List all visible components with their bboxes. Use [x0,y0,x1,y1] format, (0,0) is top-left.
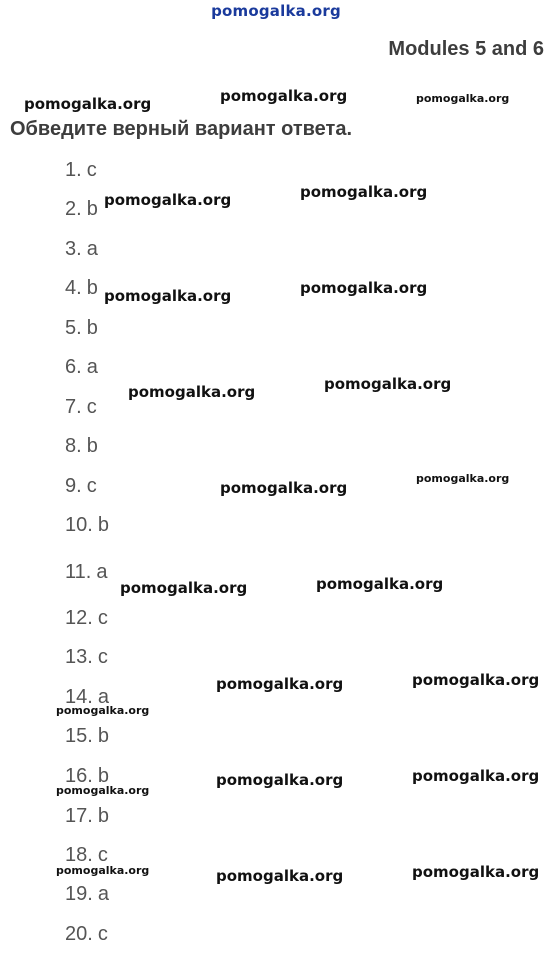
answer-item [65,238,98,261]
answer-number: 12. [65,607,93,629]
answer-number: 4. [65,277,82,299]
answer-number: 1. [65,159,82,181]
answer-letter: b [86,317,98,339]
answer-number: 7. [65,396,82,418]
instruction-heading: Обведите верный вариант ответа. [10,118,353,140]
answer-number: 5. [65,317,82,339]
watermark-text: pomogalka.org [104,191,232,209]
answer-letter: c [97,844,108,866]
answer-number: 9. [65,475,82,497]
answer-number: 20. [65,923,93,945]
watermark-text: pomogalka.org [412,671,540,689]
watermark-text: pomogalka.org [56,784,150,797]
answer-letter: c [86,475,97,497]
answer-number: 8. [65,435,82,457]
watermark-text: pomogalka.org [56,864,150,877]
watermark-text: pomogalka.org [412,863,540,881]
answer-item [65,198,98,221]
answer-number: 17. [65,805,93,827]
answer-number: 3. [65,238,82,260]
answer-item [65,805,109,828]
answer-number: 15. [65,725,93,747]
watermark-text: pomogalka.org [56,704,150,717]
site-watermark-link[interactable]: pomogalka.org [211,2,341,20]
answer-number: 11. [65,561,92,583]
answer-number: 6. [65,356,82,378]
watermark-text: pomogalka.org [104,287,232,305]
watermark-text: pomogalka.org [300,183,428,201]
watermark-text: pomogalka.org [120,579,248,597]
answer-letter: b [97,765,109,787]
answer-letter: c [97,923,108,945]
answer-letter: b [97,725,109,747]
watermark-text: pomogalka.org [216,675,344,693]
answer-item [65,561,107,584]
watermark-text: pomogalka.org [220,479,348,497]
answer-letter: a [97,883,109,905]
answer-letter: c [86,396,97,418]
answer-letter: b [86,198,98,220]
answer-item [65,923,108,946]
answer-item [65,396,97,419]
answer-item [65,277,98,300]
watermark-text: pomogalka.org [216,771,344,789]
answer-letter: c [97,607,108,629]
answer-number: 16. [65,765,93,787]
answer-item [65,356,98,379]
answer-letter: a [86,238,98,260]
watermark-text: pomogalka.org [220,87,348,105]
answer-number: 18. [65,844,93,866]
answer-letter: b [97,514,109,536]
answer-letter: a [86,356,98,378]
answer-item [65,725,109,748]
answer-item [65,646,108,669]
answer-item [65,435,98,458]
answer-number: 10. [65,514,93,536]
answer-item [65,475,97,498]
watermark-text: pomogalka.org [416,472,510,485]
watermark-text: pomogalka.org [316,575,444,593]
page-title: Modules 5 and 6 [388,38,544,60]
answer-letter: b [97,805,109,827]
answer-letter: c [86,159,97,181]
answer-item [65,514,109,537]
watermark-text: pomogalka.org [300,279,428,297]
answer-number: 19. [65,883,93,905]
answer-letter: c [97,646,108,668]
answer-item [65,317,98,340]
watermark-text: pomogalka.org [24,95,152,113]
answer-letter: a [96,561,108,583]
answer-item [65,159,97,182]
watermark-text: pomogalka.org [128,383,256,401]
answer-letter: b [86,277,98,299]
answer-item [65,883,109,906]
answer-letter: a [97,686,109,708]
answer-number: 13. [65,646,93,668]
answer-item [65,607,108,630]
answer-number: 2. [65,198,82,220]
watermark-text: pomogalka.org [324,375,452,393]
answer-letter: b [86,435,98,457]
answer-number: 14. [65,686,93,708]
watermark-text: pomogalka.org [216,867,344,885]
watermark-text: pomogalka.org [412,767,540,785]
watermark-text: pomogalka.org [416,92,510,105]
